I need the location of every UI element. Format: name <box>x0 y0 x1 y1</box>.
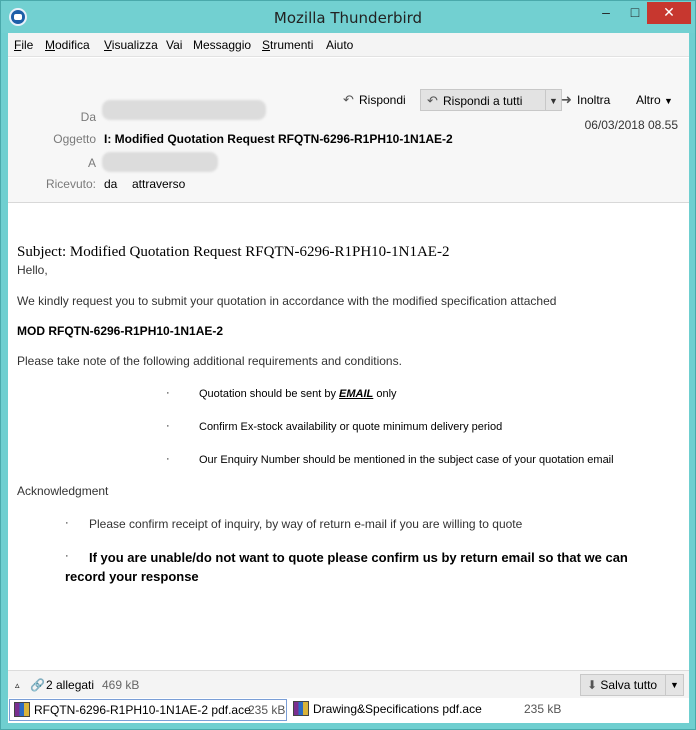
requirement-1: Quotation should be sent by EMAIL only <box>199 388 397 400</box>
client-area <box>8 33 689 723</box>
maximize-button[interactable]: □ <box>630 4 640 20</box>
bullet-icon: · <box>166 387 170 399</box>
menu-messaggio[interactable]: Messaggio <box>193 38 252 52</box>
window-title: Mozilla Thunderbird <box>273 9 423 27</box>
chevron-down-icon: ▼ <box>664 96 673 106</box>
body-greeting: Hello, <box>17 263 48 277</box>
acknowledgment-2: If you are unable/do not want to quote please confirm us by return email so that we can record your response <box>65 550 628 584</box>
from-label: Da <box>80 110 96 124</box>
bullet-icon: · <box>65 517 69 529</box>
archive-icon <box>14 702 30 717</box>
received-label: Ricevuto: <box>45 177 96 191</box>
reply-all-button[interactable]: ↶ Rispondi a tutti <box>420 89 546 111</box>
menu-file[interactable]: File <box>14 38 34 52</box>
minimize-button[interactable]: – <box>602 4 610 20</box>
attachment-count[interactable]: 2 allegati <box>46 678 95 692</box>
forward-button[interactable]: ➜ Inoltra <box>561 89 610 111</box>
subject-label: Oggetto <box>53 132 96 146</box>
bullet-icon: · <box>65 550 69 562</box>
attachment-total-size: 469 kB <box>102 678 140 692</box>
archive-icon <box>293 701 309 716</box>
body-mod-reference: MOD RFQTN-6296-R1PH10-1N1AE-2 <box>17 324 224 338</box>
body-paragraph-1: We kindly request you to submit your quotation in accordance with the modified specification attached <box>17 294 557 308</box>
collapse-toggle-icon[interactable]: ▵ <box>15 680 20 690</box>
message-header <box>8 58 689 203</box>
message-body <box>8 204 689 670</box>
received-from: da <box>104 177 118 191</box>
body-subject-line: Subject: Modified Quotation Request RFQTN-6296-R1PH10-1N1AE-2 <box>17 244 450 260</box>
menu-aiuto[interactable]: Aiuto <box>326 38 354 52</box>
attachment-item[interactable]: Drawing&Specifications pdf.ace 235 kB <box>289 699 569 721</box>
attachment-bar <box>8 670 689 698</box>
body-paragraph-2: Please take note of the following additional requirements and conditions. <box>17 354 402 368</box>
acknowledgment-heading: Acknowledgment <box>17 484 109 498</box>
requirement-2: Confirm Ex-stock availability or quote minimum delivery period <box>199 421 503 433</box>
reply-all-dropdown[interactable]: ▼ <box>546 89 562 111</box>
attachment-size: 235 kB <box>524 702 562 716</box>
requirement-3: Our Enquiry Number should be mentioned in the subject case of your quotation email <box>199 454 614 466</box>
menu-strumenti[interactable]: Strumenti <box>262 38 314 52</box>
subject-value: I: Modified Quotation Request RFQTN-6296-R1PH10-1N1AE-2 <box>104 132 453 146</box>
reply-all-icon: ↶ <box>427 93 438 108</box>
menu-vai[interactable]: Vai <box>166 38 183 52</box>
close-button[interactable]: ✕ <box>647 2 691 24</box>
acknowledgment-1: Please confirm receipt of inquiry, by way of return e-mail if you are willing to quote <box>89 517 523 531</box>
forward-icon: ➜ <box>561 92 572 107</box>
attachment-item[interactable]: RFQTN-6296-R1PH10-1N1AE-2 pdf.ace 235 kB <box>9 699 287 721</box>
attachment-size: 235 kB <box>248 703 286 717</box>
paperclip-icon: 🔗 <box>30 678 45 692</box>
to-label: A <box>87 156 96 170</box>
download-icon: ⬇ <box>587 678 598 692</box>
from-redacted <box>102 100 266 120</box>
bullet-icon: · <box>166 420 170 432</box>
title-bar[interactable] <box>1 1 695 33</box>
menu-bar <box>8 33 689 57</box>
to-redacted <box>102 152 218 172</box>
save-all-button[interactable]: ⬇ Salva tutto ▼ <box>580 674 684 696</box>
received-via: attraverso <box>132 177 186 191</box>
message-date: 06/03/2018 08.55 <box>584 118 678 132</box>
reply-button[interactable]: ↶ Rispondi <box>343 89 406 111</box>
save-all-dropdown[interactable]: ▼ <box>665 675 683 695</box>
attachment-list <box>8 698 689 723</box>
bullet-icon: · <box>166 453 170 465</box>
menu-visualizza[interactable]: Visualizza <box>104 38 158 52</box>
menu-modifica[interactable]: Modifica <box>45 38 90 52</box>
more-button[interactable]: Altro ▼ <box>636 93 673 107</box>
reply-icon: ↶ <box>343 92 354 107</box>
